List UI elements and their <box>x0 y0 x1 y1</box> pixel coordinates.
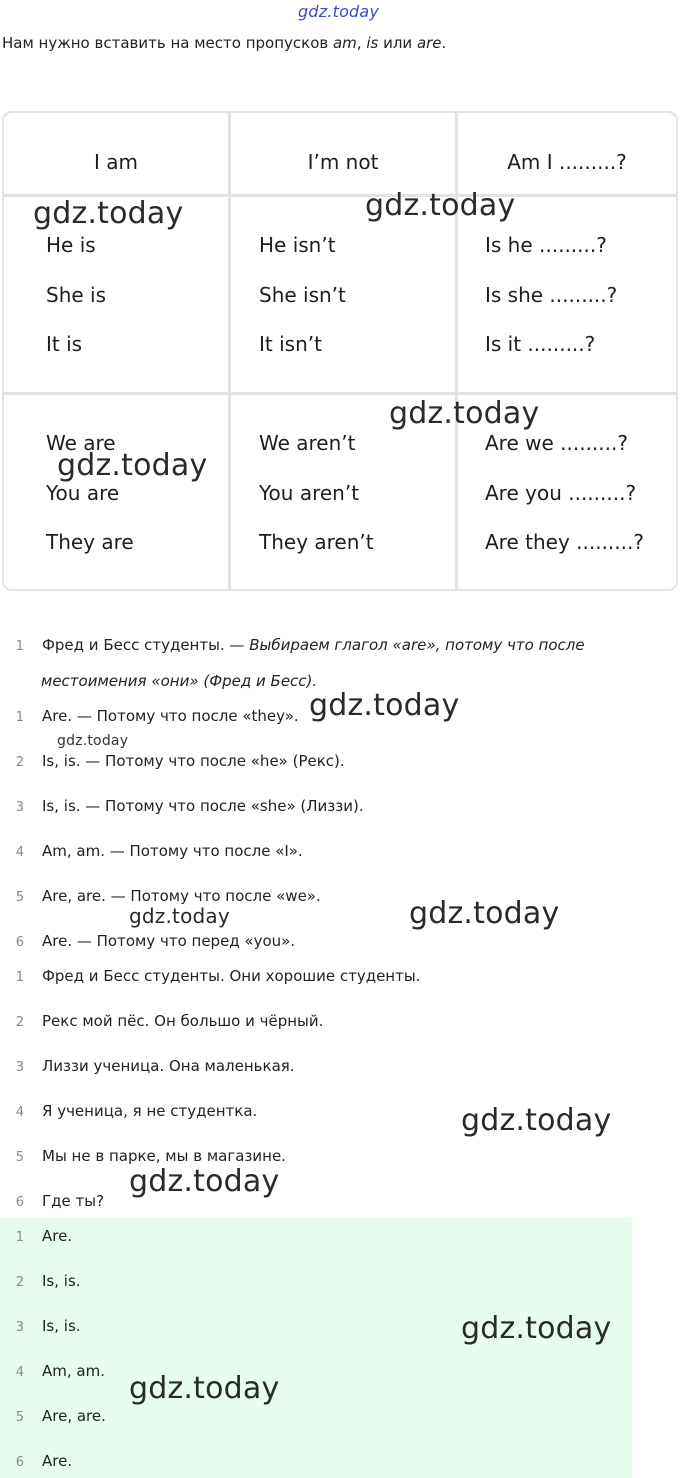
intro-or: или <box>378 34 417 52</box>
list-item-text: Am, am. — Потому что после «I». <box>42 842 303 860</box>
table-divider <box>228 113 231 589</box>
list-item-text: Рекс мой пёс. Он большо и чёрный. <box>42 1012 324 1030</box>
list-item <box>0 932 295 950</box>
list-item-text: Я ученица, я не студентка. <box>42 1102 258 1120</box>
list-number: 4 <box>15 1105 24 1120</box>
list-number: 5 <box>15 1150 24 1165</box>
list-number: 1 <box>15 710 24 725</box>
answer-text: Is, is. <box>42 1272 81 1290</box>
list-item-text: Лиззи ученица. Она маленькая. <box>42 1057 295 1075</box>
table-cell: You are <box>46 481 120 505</box>
intro-prefix: Нам нужно вставить на место пропусков <box>2 34 333 52</box>
example-line <box>0 636 585 654</box>
table-header: I am <box>94 150 138 174</box>
list-number: 6 <box>15 1455 24 1470</box>
answer-text: Am, am. <box>42 1362 105 1380</box>
table-cell: They are <box>46 530 134 554</box>
intro-end: . <box>441 34 447 52</box>
watermark: gdz.today <box>389 396 540 431</box>
table-divider <box>4 392 676 395</box>
list-item <box>0 842 303 860</box>
list-number: 1 <box>15 639 24 654</box>
list-item-text: Где ты? <box>42 1192 105 1210</box>
list-number: 1 <box>15 1230 24 1245</box>
list-number: 6 <box>15 935 24 950</box>
list-item-text: Are. — Потому что после «they». <box>42 707 299 725</box>
list-number: 1 <box>15 970 24 985</box>
list-number: 2 <box>15 1015 24 1030</box>
list-item-text: Мы не в парке, мы в магазине. <box>42 1147 286 1165</box>
list-number: 2 <box>15 755 24 770</box>
watermark: gdz.today <box>33 196 184 231</box>
watermark: gdz.today <box>365 188 516 223</box>
intro-are: are <box>416 34 442 52</box>
intro-text <box>2 34 446 52</box>
grammar-table <box>2 111 678 591</box>
list-item <box>0 1057 295 1075</box>
example-text: Фред и Бесс студенты. — <box>42 636 250 654</box>
list-item <box>0 1147 286 1165</box>
list-item <box>0 797 364 815</box>
list-number: 3 <box>15 1060 24 1075</box>
table-header: Am I .........? <box>507 150 627 174</box>
list-item <box>0 1192 104 1210</box>
intro-comma: , <box>356 34 367 52</box>
table-cell: He is <box>46 233 96 257</box>
list-item-text: Фред и Бесс студенты. Они хорошие студенты. <box>42 967 421 985</box>
table-cell: It isn’t <box>259 332 322 356</box>
list-item-text: Are, are. — Потому что после «we». <box>42 887 321 905</box>
table-cell: Are we .........? <box>485 431 628 455</box>
watermark: gdz.today <box>461 1103 612 1138</box>
list-number: 5 <box>15 1410 24 1425</box>
table-cell: Is she .........? <box>485 283 618 307</box>
table-cell: We aren’t <box>259 431 356 455</box>
watermark-top: gdz.today <box>298 2 380 21</box>
intro-is: is <box>366 34 379 52</box>
table-cell: She is <box>46 283 107 307</box>
list-number: 4 <box>15 1365 24 1380</box>
watermark: gdz.today <box>129 1371 280 1406</box>
table-cell: You aren’t <box>259 481 360 505</box>
list-item <box>0 967 420 985</box>
answer-text: Are. <box>42 1452 73 1470</box>
answer-item <box>0 1362 105 1380</box>
list-number: 3 <box>15 800 24 815</box>
watermark: gdz.today <box>461 1311 612 1346</box>
list-number: 6 <box>15 1195 24 1210</box>
example-explanation: Выбираем глагол «are», потому что после <box>249 636 585 654</box>
table-cell: He isn’t <box>259 233 336 257</box>
answers-panel <box>0 1218 632 1478</box>
table-cell: Is he .........? <box>485 233 607 257</box>
answer-item <box>0 1452 72 1470</box>
table-cell: Is it .........? <box>485 332 596 356</box>
list-number: 3 <box>15 1320 24 1335</box>
list-number: 4 <box>15 845 24 860</box>
list-item <box>0 1012 323 1030</box>
table-cell: Are you .........? <box>485 481 637 505</box>
list-item-text: Is, is. — Потому что после «she» (Лиззи). <box>42 797 364 815</box>
table-cell: It is <box>46 332 83 356</box>
watermark: gdz.today <box>309 688 460 723</box>
answer-item <box>0 1227 72 1245</box>
list-item <box>0 752 345 770</box>
intro-am: am <box>332 34 357 52</box>
example-explanation-cont: местоимения «они» (Фред и Бесс). <box>41 672 318 690</box>
answer-item <box>0 1272 81 1290</box>
table-header: I’m not <box>307 150 379 174</box>
watermark: gdz.today <box>129 904 230 928</box>
watermark: gdz.today <box>129 1164 280 1199</box>
answer-item <box>0 1407 106 1425</box>
answer-text: Are, are. <box>42 1407 106 1425</box>
list-item <box>0 887 321 905</box>
answer-item <box>0 1317 81 1335</box>
answer-text: Are. <box>42 1227 73 1245</box>
list-number: 5 <box>15 890 24 905</box>
watermark: gdz.today <box>57 448 208 483</box>
list-number: 2 <box>15 1275 24 1290</box>
table-divider <box>455 113 458 589</box>
watermark: gdz.today <box>409 896 560 931</box>
table-cell: Are they .........? <box>485 530 644 554</box>
answer-text: Is, is. <box>42 1317 81 1335</box>
table-cell: We are <box>46 431 116 455</box>
list-item <box>0 707 299 725</box>
list-item-text: Is, is. — Потому что после «he» (Рекс). <box>42 752 345 770</box>
table-cell: They aren’t <box>259 530 374 554</box>
table-cell: She isn’t <box>259 283 346 307</box>
list-item-text: Are. — Потому что перед «you». <box>42 932 296 950</box>
watermark: gdz.today <box>57 733 129 749</box>
list-item <box>0 1102 257 1120</box>
